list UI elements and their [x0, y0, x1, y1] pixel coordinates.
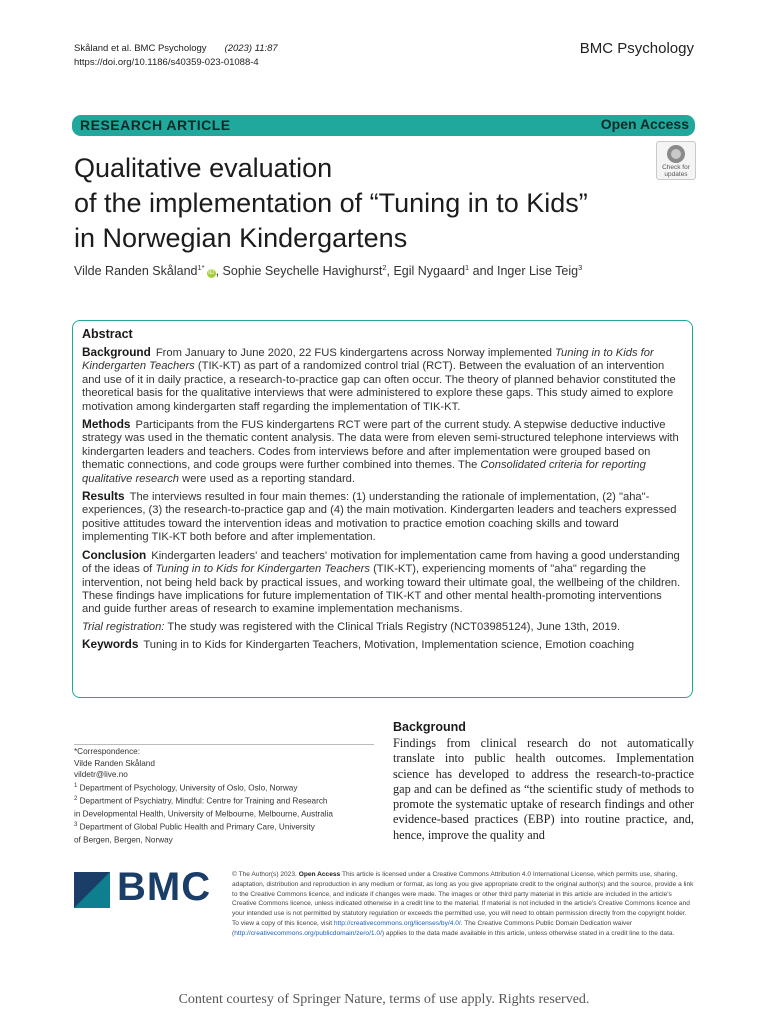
- article-type: RESEARCH ARTICLE: [80, 117, 231, 133]
- abstract-results: Results The interviews resulted in four main themes: (1) understanding the rationale of implementation, (2) "aha"-experiences, (3) the research-to-practice gap and (4) the main motivation. Kindergarten leaders and teachers expressed positive attitudes toward the intervention ideas and motivation to practice emotion coaching skills and toward implementing TIK-KT both before and after implementation.: [82, 489, 677, 544]
- open-access-label: Open Access: [600, 116, 689, 132]
- author-name[interactable]: , Sophie Seychelle Havighurst: [215, 264, 383, 279]
- footer-notice: Content courtesy of Springer Nature, terms of use apply. Rights reserved.: [178, 992, 590, 1007]
- abstract-methods: Methods Participants from the FUS kindergartens RCT were part of the current study. A stepwise deductive inductive strategy was used in the thematic content analysis. The data were from eleven semi-structured telephone interviews with kindergarten leaders and teachers. Codes from interviews before and after implementation were grouped based on thematic connections, and code groups were further combined into themes. The Consolidated criteria for reporting qualitative research were used as a reporting standard.: [82, 417, 679, 485]
- author-name[interactable]: and Inger Lise Teig: [469, 264, 579, 279]
- author-name[interactable]: , Egil Nygaard: [386, 264, 466, 279]
- affiliation: $^1$ Department of Psychology, University of Oslo, Oslo, Norway: [74, 782, 298, 793]
- check-for-updates-badge[interactable]: Check for updates: [656, 141, 696, 180]
- author-list: Vilde Randen Skåland$^{1*}$iD , Sophie Seychelle Havighurst$^2$, Egil Nygaard$^1$ and Inger Lise Teig$^3$: [74, 263, 583, 279]
- corresponding-author: Vilde Randen Skåland: [74, 758, 155, 768]
- citation: Skåland et al. BMC Psychology: [74, 43, 207, 54]
- keywords: Keywords Tuning in to Kids for Kindergarten Teachers, Motivation, Implementation science, Emotion coaching: [82, 637, 635, 652]
- orcid-icon[interactable]: iD: [208, 270, 214, 277]
- abstract-heading: Abstract: [82, 327, 133, 341]
- article-title: Qualitative evaluation of the implementation of “Tuning in to Kids” in Norwegian Kindergartens: [74, 153, 588, 253]
- article-type-banner: [72, 115, 695, 136]
- citation-year: (2023) 11:87: [224, 43, 278, 54]
- abstract-conclusion: Conclusion Kindergarten leaders' and teachers' motivation for implementation came from having a good understanding of the ideas of Tuning in to Kids for Kindergarten Teachers (TIK-KT), experiencing moments of "aha" regarding the intervention, not being held back by practical issues, and working toward their ultimate goal, the wellbeing of the children. These findings have implications for future implementation of TIK-KT and other mental health-promoting interventions and guide further areas of research to examine implementation mechanisms.: [82, 547, 681, 616]
- license-text: © The Author(s) 2023. Open Access This article is licensed under a Creative Commons Attribution 4.0 International License, which permits use, sharing, adaptation, distribution and reproduction in any medium or format, as long as you give appropriate credit to the original author(s) and the source, provide a link to the Creative Commons licence, and indicate if changes were made. The images or other third party material in this article are included in the article's Creative Commons licence, unless indicated otherwise in a credit line to the material. If material is not included in the article's Creative Commons licence and your intended use is not permitted by statutory regulation or exceeds the permitted use, you will need to obtain permission directly from the copyright holder. To view a copy of this licence, visit http://creativecommons.org/licenses/by/4.0/. The Creative Commons Public Domain Dedication waiver (http://creativecommons.org/publicdomain/zero/1.0/) applies to the data made available in this article, unless otherwise stated in a credit line to the data.: [232, 871, 694, 937]
- abstract-box: [72, 320, 693, 698]
- cc-zero-link[interactable]: http://creativecommons.org/publicdomain/zero/1.0/: [234, 929, 382, 937]
- doi-link[interactable]: https://doi.org/10.1186/s40359-023-01088-4: [74, 57, 259, 68]
- author-name[interactable]: Vilde Randen Skåland: [74, 264, 198, 279]
- affiliation: $^3$ Department of Global Public Health and Primary Care, University: [74, 822, 315, 832]
- abstract-background: Background From January to June 2020, 22 FUS kindergartens across Norway implemented Tuning in to Kids for Kindergarten Teachers (TIK-KT) as part of a randomized control trial (RCT). Between the evaluation of an intervention and use of it in daily practice, a research-to-practice gap can often occur. The theory of planned behavior constituted the theoretical basis for the qualitative interviews that were administered to explore these gaps. This study aimed to explore motivation among kindergarten staff regarding the implementation of TIK-KT.: [82, 345, 676, 413]
- citation-header: [74, 42, 278, 70]
- journal-name: BMC Psychology: [579, 40, 694, 57]
- affiliation: $^2$ Department of Psychiatry, Mindful: Centre for Training and Research: [74, 795, 328, 806]
- body-text: Findings from clinical research do not automatically translate into public health outcomes. Implementation science has developed to address the research-to-practice gap and can be defined as “the scientific study of methods to promote the systematic uptake of research findings and other evidence-based practices (EBP) into routine practice, and, hence, improve the quality and: [393, 736, 694, 842]
- section-heading: Background: [393, 720, 466, 734]
- correspondence-block: *Correspondence: Vilde Randen Skåland vildetr@live.no $^1$ Department of Psychology, University of Oslo, Oslo, Norway $^2$ Department of Psychiatry, Mindful: Centre for Training and Research in Developmental Health, University of Melbourne, Melbourne, Australia $^3$ Department of Global Public Health and Primary Care, University of Bergen, Bergen, Norway: [74, 744, 374, 847]
- corresponding-email[interactable]: vildetr@live.no: [74, 770, 128, 779]
- affiliation: of Bergen, Bergen, Norway: [74, 836, 173, 846]
- trial-registration: Trial registration: The study was registered with the Clinical Trials Registry (NCT03985124), June 13th, 2019.: [82, 620, 621, 633]
- body-background-section: [393, 720, 694, 843]
- affiliation: in Developmental Health, University of Melbourne, Melbourne, Australia: [74, 809, 333, 819]
- license-link[interactable]: http://creativecommons.org/licenses/by/4.0/: [333, 919, 461, 927]
- bmc-logo: BMC: [74, 872, 214, 912]
